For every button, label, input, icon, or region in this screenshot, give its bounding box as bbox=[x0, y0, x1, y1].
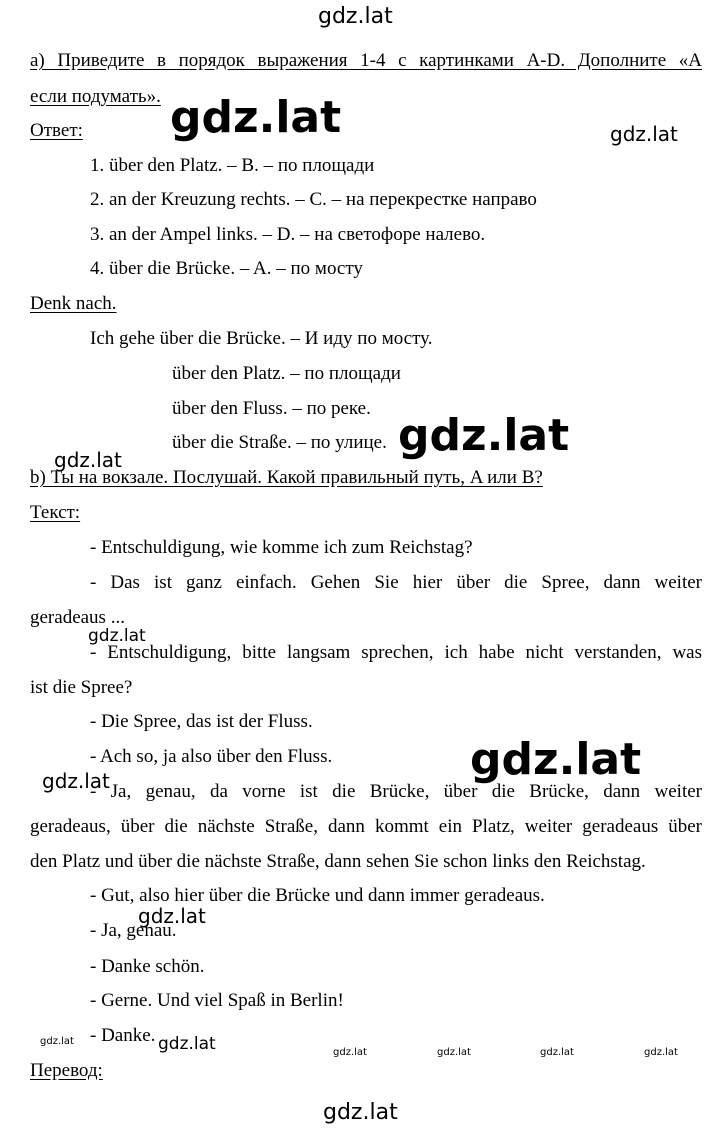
dialogue-line-6c: den Platz und über die nächste Straße, dann sehen Sie schon links den Reichstag. bbox=[30, 851, 646, 872]
dialogue-line-4: - Die Spree, das ist der Fluss. bbox=[90, 711, 313, 732]
dialogue-line-3b: ist die Spree? bbox=[30, 677, 133, 698]
dialogue-line-3a: - Entschuldigung, bitte langsam sprechen, ich habe nicht verstanden, was bbox=[90, 642, 702, 663]
task-a-heading-line2: если подумать». bbox=[30, 86, 161, 107]
answer-item-1: 1. über den Platz. – B. – по площади bbox=[90, 155, 375, 176]
answer-item-2: 2. an der Kreuzung rechts. – C. – на перекрестке направо bbox=[90, 189, 537, 210]
dialogue-line-6a: - Ja, genau, da vorne ist die Brücke, über die Brücke, dann weiter bbox=[90, 781, 702, 802]
answer-item-3: 3. an der Ampel links. – D. – на светофоре налево. bbox=[90, 224, 486, 245]
watermark-small-1: gdz.lat bbox=[88, 626, 146, 646]
watermark-small-2: gdz.lat bbox=[158, 1034, 216, 1054]
watermark-big-2: gdz.lat bbox=[398, 410, 570, 461]
task-b-heading: b) Ты на вокзале. Послушай. Какой правильный путь, A или B? bbox=[30, 467, 543, 488]
watermark-bottom: gdz.lat bbox=[323, 1100, 398, 1125]
dialogue-line-6b: geradeaus, über die nächste Straße, dann kommt ein Platz, weiter geradeaus über bbox=[30, 816, 702, 837]
watermark-tiny-3: gdz.lat bbox=[437, 1047, 471, 1058]
watermark-tiny-2: gdz.lat bbox=[333, 1047, 367, 1058]
watermark-tiny-1: gdz.lat bbox=[40, 1036, 74, 1047]
watermark-right-1: gdz.lat bbox=[610, 122, 678, 146]
dialogue-line-11: - Danke. bbox=[90, 1025, 156, 1046]
task-a-heading-line1: a) Приведите в порядок выражения 1-4 с картинками A-D. Дополните «A bbox=[30, 50, 702, 71]
translation-label: Перевод: bbox=[30, 1060, 103, 1081]
watermark-mid-1: gdz.lat bbox=[138, 904, 206, 928]
answer-item-4: 4. über die Brücke. – A. – по мосту bbox=[90, 258, 363, 279]
dialogue-line-2b: geradeaus ... bbox=[30, 607, 125, 628]
dialogue-line-5: - Ach so, ja also über den Fluss. bbox=[90, 746, 333, 767]
dialogue-line-10: - Gerne. Und viel Spaß in Berlin! bbox=[90, 990, 344, 1011]
watermark-big-1: gdz.lat bbox=[170, 92, 342, 143]
watermark-top: gdz.lat bbox=[318, 4, 393, 29]
dialogue-line-8: - Ja, genau. bbox=[90, 920, 177, 941]
denk-nach-variant-1: über den Platz. – по площади bbox=[172, 363, 401, 384]
dialogue-line-7: - Gut, also hier über die Brücke und dann immer geradeaus. bbox=[90, 885, 545, 906]
dialogue-line-2a: - Das ist ganz einfach. Gehen Sie hier über die Spree, dann weiter bbox=[90, 572, 702, 593]
denk-nach-main: Ich gehe über die Brücke. – И иду по мосту. bbox=[90, 328, 433, 349]
watermark-tiny-5: gdz.lat bbox=[644, 1047, 678, 1058]
text-label: Текст: bbox=[30, 502, 81, 523]
watermark-tiny-4: gdz.lat bbox=[540, 1047, 574, 1058]
dialogue-line-1: - Entschuldigung, wie komme ich zum Reichstag? bbox=[90, 537, 473, 558]
dialogue-line-9: - Danke schön. bbox=[90, 956, 205, 977]
answer-label: Ответ: bbox=[30, 120, 83, 141]
denk-nach-label: Denk nach. bbox=[30, 293, 117, 314]
denk-nach-variant-2: über den Fluss. – по реке. bbox=[172, 398, 371, 419]
watermark-left-2: gdz.lat bbox=[42, 769, 110, 793]
denk-nach-variant-3: über die Straße. – по улице. bbox=[172, 432, 387, 453]
watermark-big-3: gdz.lat bbox=[470, 734, 642, 785]
watermark-left-1: gdz.lat bbox=[54, 448, 122, 472]
